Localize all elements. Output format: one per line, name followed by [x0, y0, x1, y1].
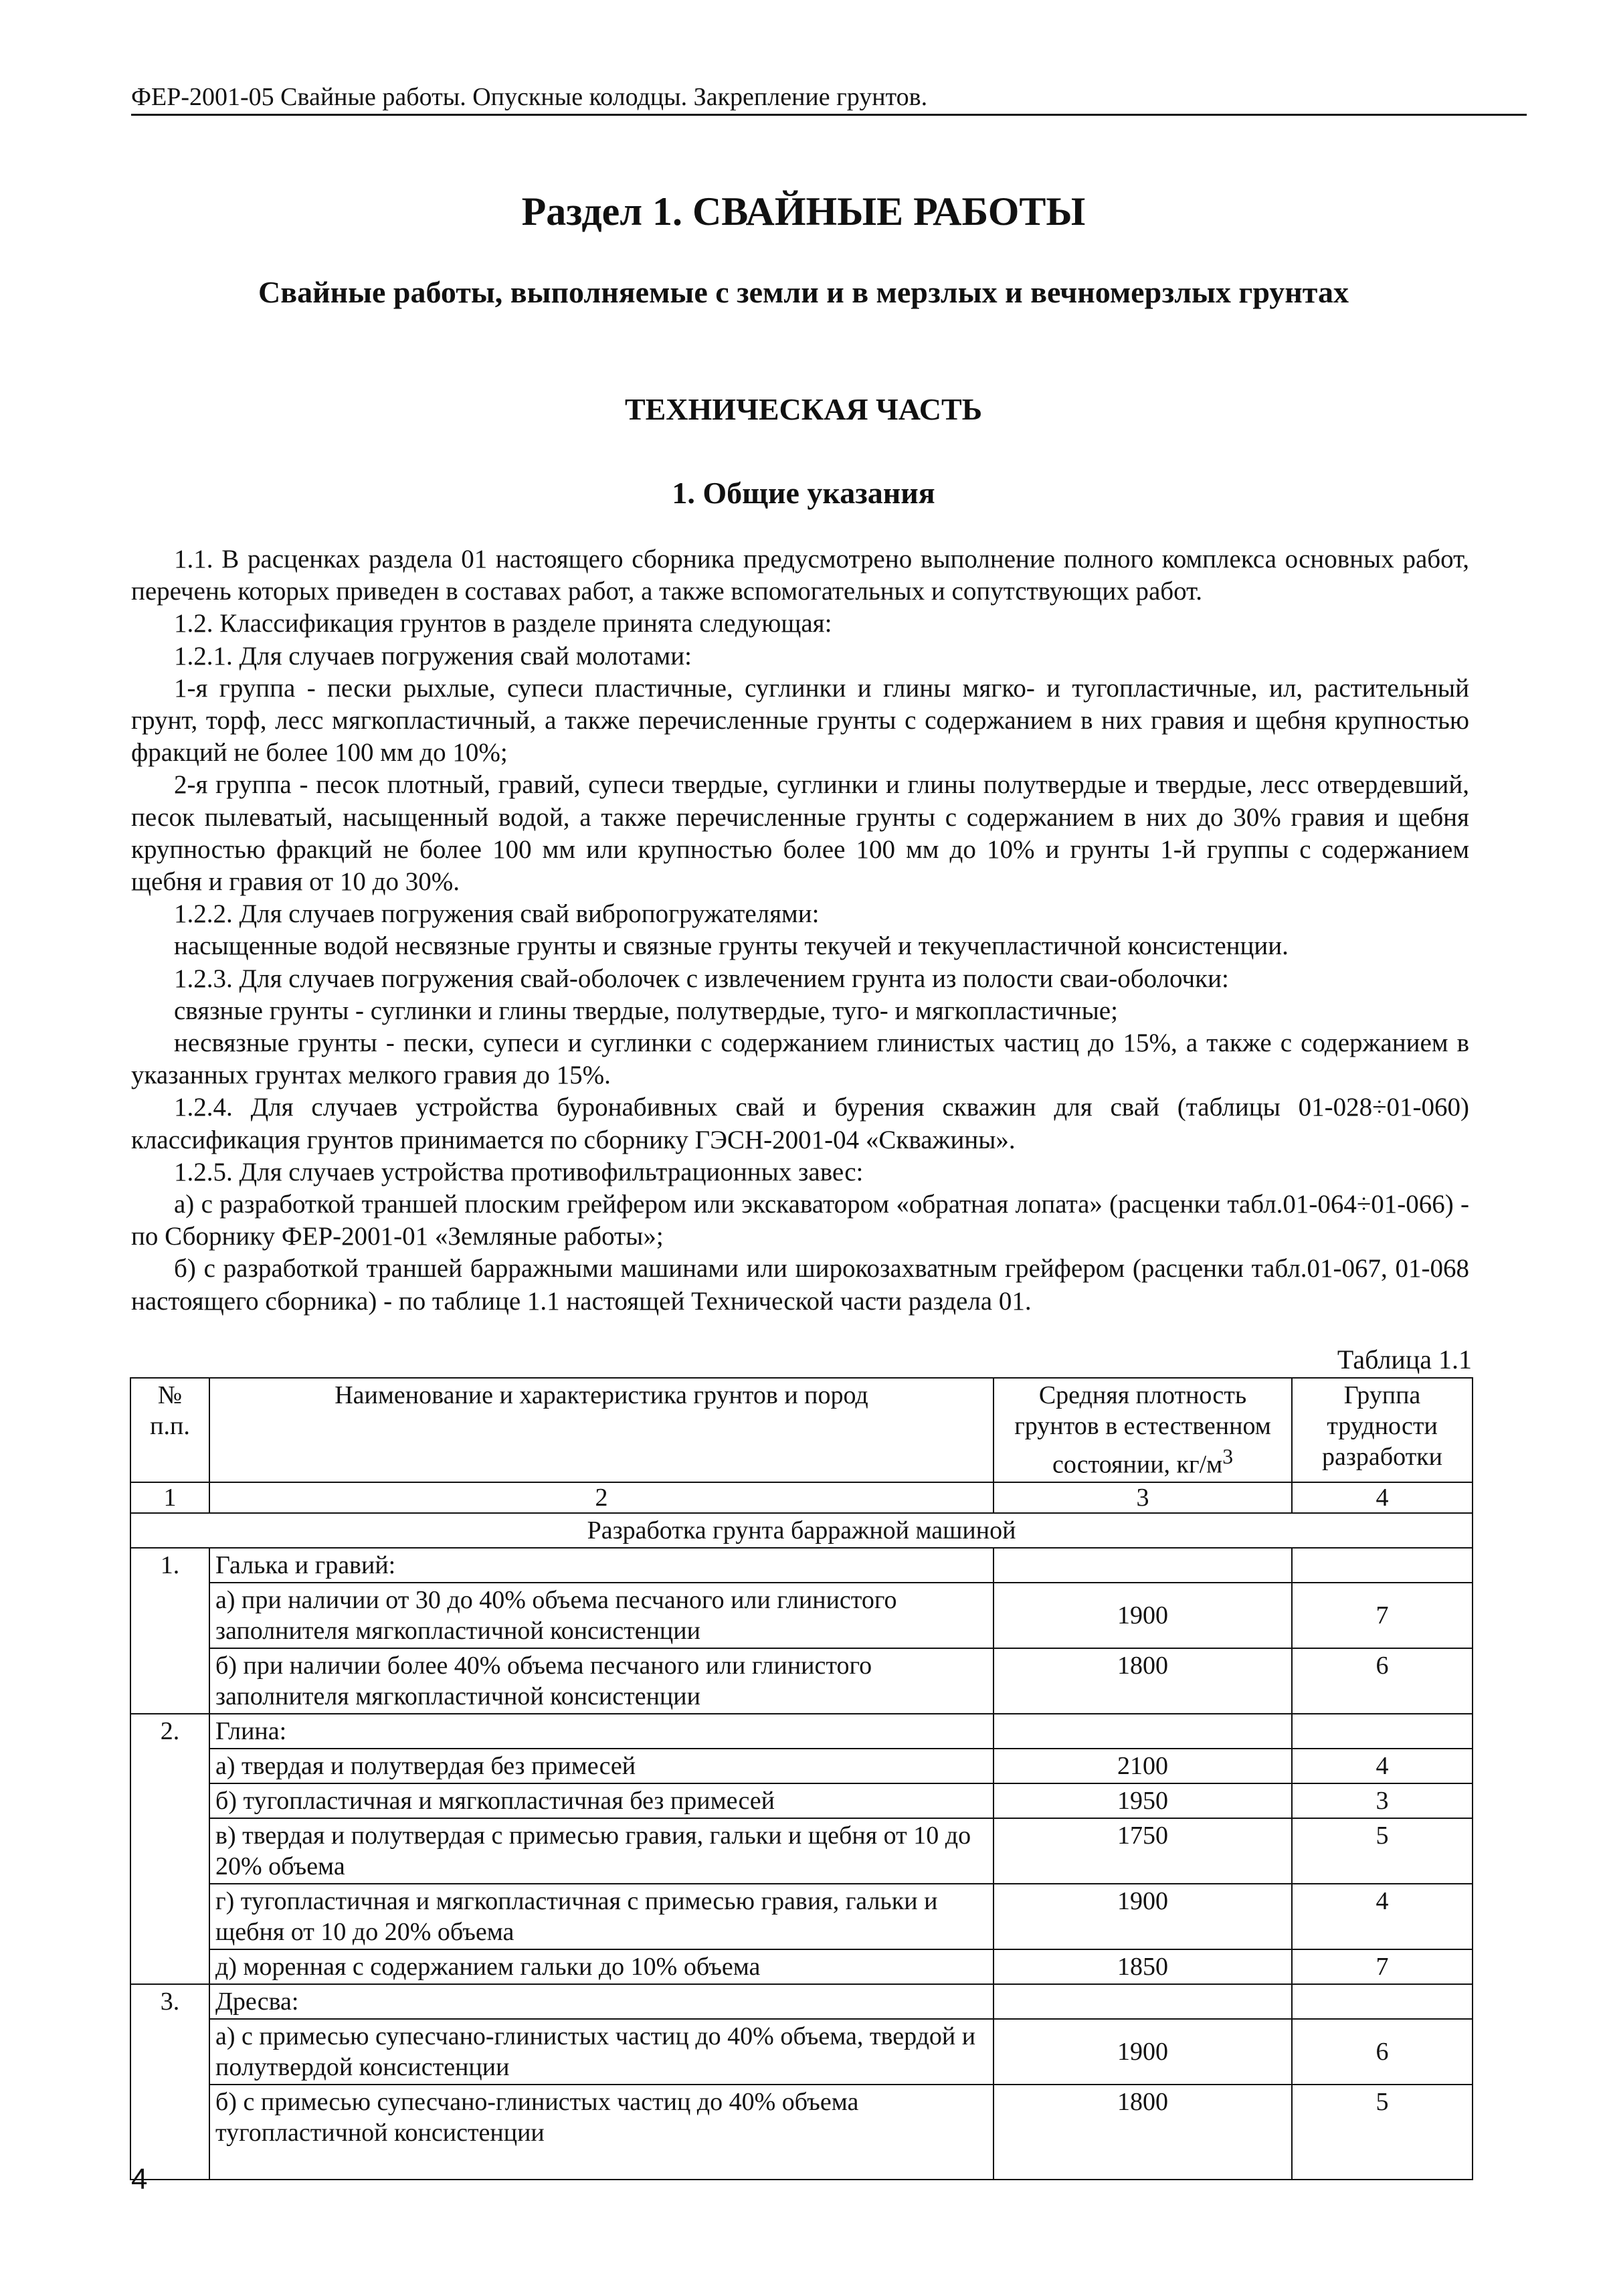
- page-number: 4: [131, 2163, 148, 2196]
- section-title: Раздел 1. СВАЙНЫЕ РАБОТЫ: [521, 189, 1086, 234]
- group-row: [130, 1513, 1473, 1548]
- soil-group: 7: [1292, 1949, 1473, 1984]
- paragraph: а) с разработкой траншей плоским грейфером или экскаватором «обратная лопата» (расценки табл.01-064÷01-066) - по Сборнику ФЕР-2001-01 «Земляные работы»;: [131, 1190, 1469, 1251]
- soil-table: [130, 1377, 1473, 2180]
- table-caption: Таблица 1.1: [1337, 1344, 1472, 1375]
- paragraph: 1.2.1. Для случаев погружения свай молотами:: [174, 641, 692, 671]
- soil-density: 1900: [994, 1583, 1292, 1648]
- soil-density: 1900: [994, 2019, 1292, 2085]
- chapter-title: 1. Общие указания: [672, 476, 935, 510]
- row-number: 3.: [130, 1984, 209, 2180]
- table-row: [130, 1648, 1473, 1714]
- soil-group: 4: [1292, 1749, 1473, 1783]
- soil-name: д) моренная с содержанием гальки до 10% объема: [209, 1949, 994, 1984]
- paragraph: 2-я группа - песок плотный, гравий, супеси твердые, суглинки и глины полутвердые и твердые, лесс отвердевший, песок пылеватый, насыщенный водой, а также перечисленные грунты с содержанием в них до 30% гравия и щебня крупностью фракций не более 100 мм или крупностью более 100 мм до 10% и грунты 1-й группы с содержанием щебня и гравия от 10 до 30%.: [131, 770, 1469, 897]
- soil-group: 5: [1292, 2085, 1473, 2180]
- section-title-cell: Галька и гравий:: [209, 1548, 994, 1583]
- section-title-cell: Дресва:: [209, 1984, 994, 2019]
- section-title-cell: Глина:: [209, 1714, 994, 1749]
- header-density: Средняя плотность грунтов в естественном состоянии, $кг/м^3$: [994, 1378, 1292, 1482]
- soil-name: а) твердая и полутвердая без примесей: [209, 1749, 994, 1783]
- subsection-title: Свайные работы, выполняемые с земли и в мерзлых и вечномерзлых грунтах: [258, 275, 1349, 309]
- soil-density: 1800: [994, 1648, 1292, 1714]
- paragraph: 1.2.2. Для случаев погружения свай вибропогружателями:: [174, 899, 820, 929]
- paragraph: связные грунты - суглинки и глины твердые, полутвердые, туго- и мягкопластичные;: [174, 996, 1118, 1025]
- soil-group: 6: [1292, 2019, 1473, 2085]
- table-row: [130, 1583, 1473, 1648]
- soil-density: 1800: [994, 2085, 1292, 2180]
- row-number: 2.: [130, 1714, 209, 1984]
- soil-name: б) при наличии более 40% объема песчаного или глинистого заполнителя мягкопластичной консистенции: [209, 1648, 994, 1714]
- soil-name: б) с примесью супесчано-глинистых частиц до 40% объема тугопластичной консистенции: [209, 2085, 994, 2180]
- soil-group: 5: [1292, 1818, 1473, 1884]
- table-row: [130, 1548, 1473, 1583]
- soil-group: 3: [1292, 1783, 1473, 1818]
- soil-density: 2100: [994, 1749, 1292, 1783]
- paragraph: б) с разработкой траншей барражными машинами или широкозахватным грейфером (расценки табл.01-067, 01-068 настоящего сборника) - по таблице 1.1 настоящей Технической части раздела 01.: [131, 1254, 1469, 1316]
- soil-density: 1850: [994, 1949, 1292, 1984]
- part-title: ТЕХНИЧЕСКАЯ ЧАСТЬ: [624, 392, 983, 426]
- paragraph: 1-я группа - пески рыхлые, супеси пластичные, суглинки и глины мягко- и тугопластичные, ил, растительный грунт, торф, лесс мягкопластичный, а также перечисленные грунты с содержанием в них гравия и щебня крупностью фракций не более 100 мм до 10%;: [131, 673, 1469, 768]
- paragraph: несвязные грунты - пески, супеси и суглинки с содержанием глинистых частиц до 15%, а также с содержанием в указанных грунтах мелкого гравия до 15%.: [131, 1029, 1469, 1090]
- soil-name: г) тугопластичная и мягкопластичная с примесью гравия, гальки и щебня от 10 до 20% объема: [209, 1884, 994, 1949]
- table-row: [130, 2085, 1473, 2180]
- row-number: 1.: [130, 1548, 209, 1714]
- paragraph: 1.2. Классификация грунтов в разделе принята следующая:: [174, 609, 832, 638]
- table-header-row: [130, 1378, 1473, 1482]
- soil-density: 1950: [994, 1783, 1292, 1818]
- running-header: ФЕР-2001-05 Свайные работы. Опускные колодцы. Закрепление грунтов.: [131, 82, 1527, 116]
- soil-name: б) тугопластичная и мягкопластичная без примесей: [209, 1783, 994, 1818]
- table-row: [130, 1714, 1473, 1749]
- paragraph: насыщенные водой несвязные грунты и связные грунты текучей и текучепластичной консистенции.: [174, 932, 1289, 961]
- col-number: 2: [209, 1482, 994, 1513]
- table-row: [130, 1949, 1473, 1984]
- table-row: [130, 1749, 1473, 1783]
- header-name: Наименование и характеристика грунтов и пород: [209, 1378, 994, 1482]
- body-text: [131, 543, 1469, 1318]
- table-row: [130, 1884, 1473, 1949]
- group-label: Разработка грунта барражной машиной: [130, 1513, 1473, 1548]
- paragraph: 1.2.5. Для случаев устройства противофильтрационных завес:: [174, 1157, 864, 1186]
- soil-density: 1750: [994, 1818, 1292, 1884]
- soil-density: 1900: [994, 1884, 1292, 1949]
- col-number: 1: [130, 1482, 209, 1513]
- soil-group: 6: [1292, 1648, 1473, 1714]
- table-row: [130, 1818, 1473, 1884]
- table-row: [130, 1783, 1473, 1818]
- header-group: Группа трудности разработки: [1292, 1378, 1473, 1482]
- soil-group: 7: [1292, 1583, 1473, 1648]
- paragraph: 1.1. В расценках раздела 01 настоящего сборника предусмотрено выполнение полного комплекса основных работ, перечень которых приведен в составах работ, а также вспомогательных и сопутствующих работ.: [131, 545, 1469, 606]
- paragraph: 1.2.4. Для случаев устройства буронабивных свай и бурения скважин для свай (таблицы 01-028÷01-060) классификация грунтов принимается по сборнику ГЭСН-2001-04 «Скважины».: [131, 1093, 1469, 1154]
- soil-group: 4: [1292, 1884, 1473, 1949]
- soil-name: в) твердая и полутвердая с примесью гравия, гальки и щебня от 10 до 20% объема: [209, 1818, 994, 1884]
- table-row: [130, 1984, 1473, 2019]
- column-number-row: [130, 1482, 1473, 1513]
- soil-name: а) с примесью супесчано-глинистых частиц до 40% объема, твердой и полутвердой консистенции: [209, 2019, 994, 2085]
- header-num: № п.п.: [130, 1378, 209, 1482]
- col-number: 3: [994, 1482, 1292, 1513]
- paragraph: 1.2.3. Для случаев погружения свай-оболочек с извлечением грунта из полости сваи-оболочки:: [174, 964, 1229, 993]
- table-row: [130, 2019, 1473, 2085]
- col-number: 4: [1292, 1482, 1473, 1513]
- soil-name: а) при наличии от 30 до 40% объема песчаного или глинистого заполнителя мягкопластичной консистенции: [209, 1583, 994, 1648]
